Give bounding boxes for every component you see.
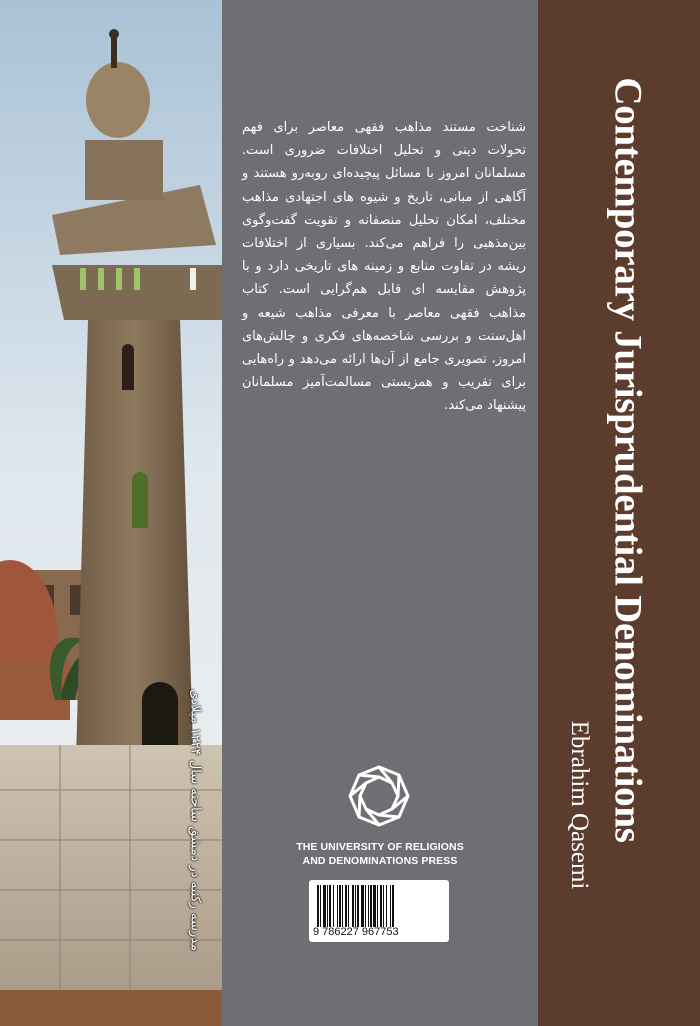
isbn-barcode bbox=[309, 880, 449, 942]
publisher-line-2: AND DENOMINATIONS PRESS bbox=[302, 855, 458, 867]
book-author-text: Ebrahim Qasemi bbox=[566, 720, 593, 890]
barcode-icon bbox=[317, 885, 441, 927]
publisher-name bbox=[290, 840, 470, 868]
blurb-text: شناخت مستند مذاهب فقهی معاصر برای فهم تحولات دینی و تحلیل اختلافات ضروری است. مسلمانان امروز با مسائل پیچیده‌ای روبه‌رو هستند و آگاهی از مبانی، تاریخ و شیوه های اجتهادی مذاهب مختلف، امکان تحلیل منصفانه و تقویت گفت‌وگوی بین‌مذهبی را فراهم می‌کند. بسیاری از اختلافات ریشه در تفاوت منابع و زمینه های تاریخی دارد و با پژوهش مقایسه ای قابل هم‌گرایی است. کتاب مذاهب فقهی معاصر با معرفی مذاهب شیعه و اهل‌سنت و بررسی شاخصه‌های فکری و چالش‌های امروز، تصویری جامع از آن‌ها ارائه می‌دهد و راه‌هایی برای تقریب و همزیستی مسالمت‌آمیز مسلمانان پیشنهاد می‌کند. bbox=[242, 120, 526, 414]
photo-caption bbox=[178, 660, 212, 980]
publisher-logo-icon bbox=[346, 763, 412, 829]
isbn-number: 9 786227 967753 bbox=[313, 926, 399, 938]
publisher-line-1: THE UNIVERSITY OF RELIGIONS bbox=[296, 841, 464, 853]
book-title-text: Contemporary Jurisprudential Denominations bbox=[606, 77, 650, 843]
photo-caption-text: مدرسه رکنیه در دمشق ساخته سال ۱۲۲۴ میلادی bbox=[187, 688, 203, 952]
